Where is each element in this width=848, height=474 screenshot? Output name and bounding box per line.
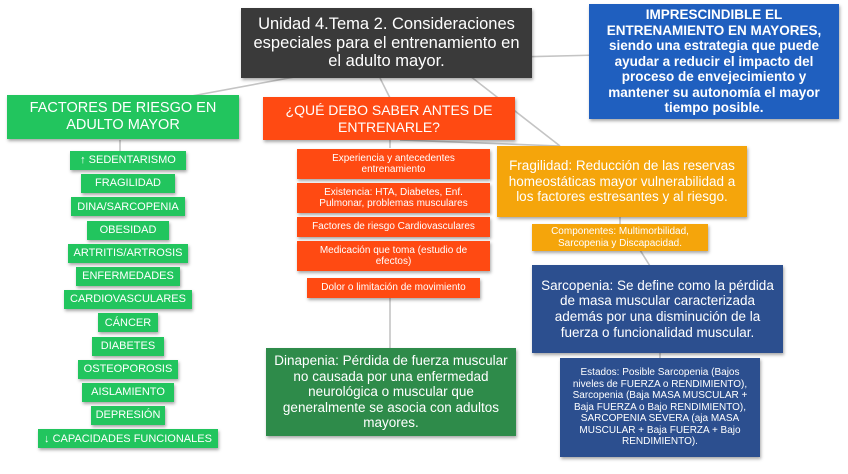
- risk-factor-item: ARTRITIS/ARTROSIS: [68, 244, 188, 263]
- risk-factors-heading: FACTORES DE RIESGO EN ADULTO MAYOR: [7, 95, 239, 139]
- risk-factor-item: CARDIOVASCULARES: [64, 290, 192, 309]
- risk-factor-item: CÁNCER: [98, 313, 158, 332]
- important-note: IMPRESCINDIBLE EL ENTRENAMIENTO EN MAYORES, siendo una estrategia que puede ayudar a reducir el impacto del proceso de envejecimiento y mantener su autonomía el mayor tiempo posible.: [589, 4, 839, 119]
- risk-factor-item: DIABETES: [92, 337, 164, 356]
- fragility-definition: Fragilidad: Reducción de las reservas homeostáticas mayor vulnerabilidad a los factores estresantes y al riesgo.: [497, 146, 747, 217]
- sarcopenia-definition: Sarcopenia: Se define como la pérdida de masa muscular caracterizada además por una disminución de la fuerza o funcionalidad muscular.: [532, 265, 783, 353]
- risk-factor-item: ↓ CAPACIDADES FUNCIONALES: [38, 429, 218, 448]
- before-training-item: Experiencia y antecedentes entrenamiento: [297, 149, 490, 179]
- risk-factor-item: AISLAMIENTO: [82, 383, 174, 402]
- fragility-components: Componentes: Multimorbilidad, Sarcopenia y Discapacidad.: [532, 224, 708, 251]
- risk-factor-item: OBESIDAD: [87, 221, 169, 240]
- risk-factor-item: DEPRESIÓN: [91, 406, 165, 425]
- sarcopenia-states: Estados: Posible Sarcopenia (Bajos niveles de FUERZA o RENDIMIENTO), Sarcopenia (Baja MASA MUSCULAR + Baja FUERZA o Bajo RENDIMIENTO), SARCOPENIA SEVERA (aja MASA MUSCULAR + Baja FUERZA + Bajo RENDIMIENTO).: [560, 358, 760, 457]
- before-training-item: Factores de riesgo Cardiovasculares: [297, 217, 490, 237]
- dynapenia-definition: Dinapenia: Pérdida de fuerza muscular no causada por una enfermedad neurológica o muscular que generalmente se asocia con adultos mayores.: [266, 348, 516, 436]
- before-training-item: Dolor o limitación de movimiento: [307, 278, 480, 298]
- main-title: Unidad 4.Tema 2. Consideraciones especiales para el entrenamiento en el adulto mayor.: [241, 8, 532, 78]
- risk-factor-item: ENFERMEDADES: [76, 267, 180, 286]
- risk-factor-item: FRAGILIDAD: [81, 174, 175, 193]
- before-training-item: Medicación que toma (estudio de efectos): [297, 241, 490, 271]
- risk-factor-item: OSTEOPOROSIS: [78, 360, 178, 379]
- before-training-heading: ¿QUÉ DEBO SABER ANTES DE ENTRENARLE?: [263, 97, 515, 140]
- risk-factor-item: ↑ SEDENTARISMO: [70, 151, 186, 170]
- before-training-item: Existencia: HTA, Diabetes, Enf. Pulmonar, problemas musculares: [297, 183, 490, 213]
- risk-factor-item: DINA/SARCOPENIA: [71, 197, 185, 216]
